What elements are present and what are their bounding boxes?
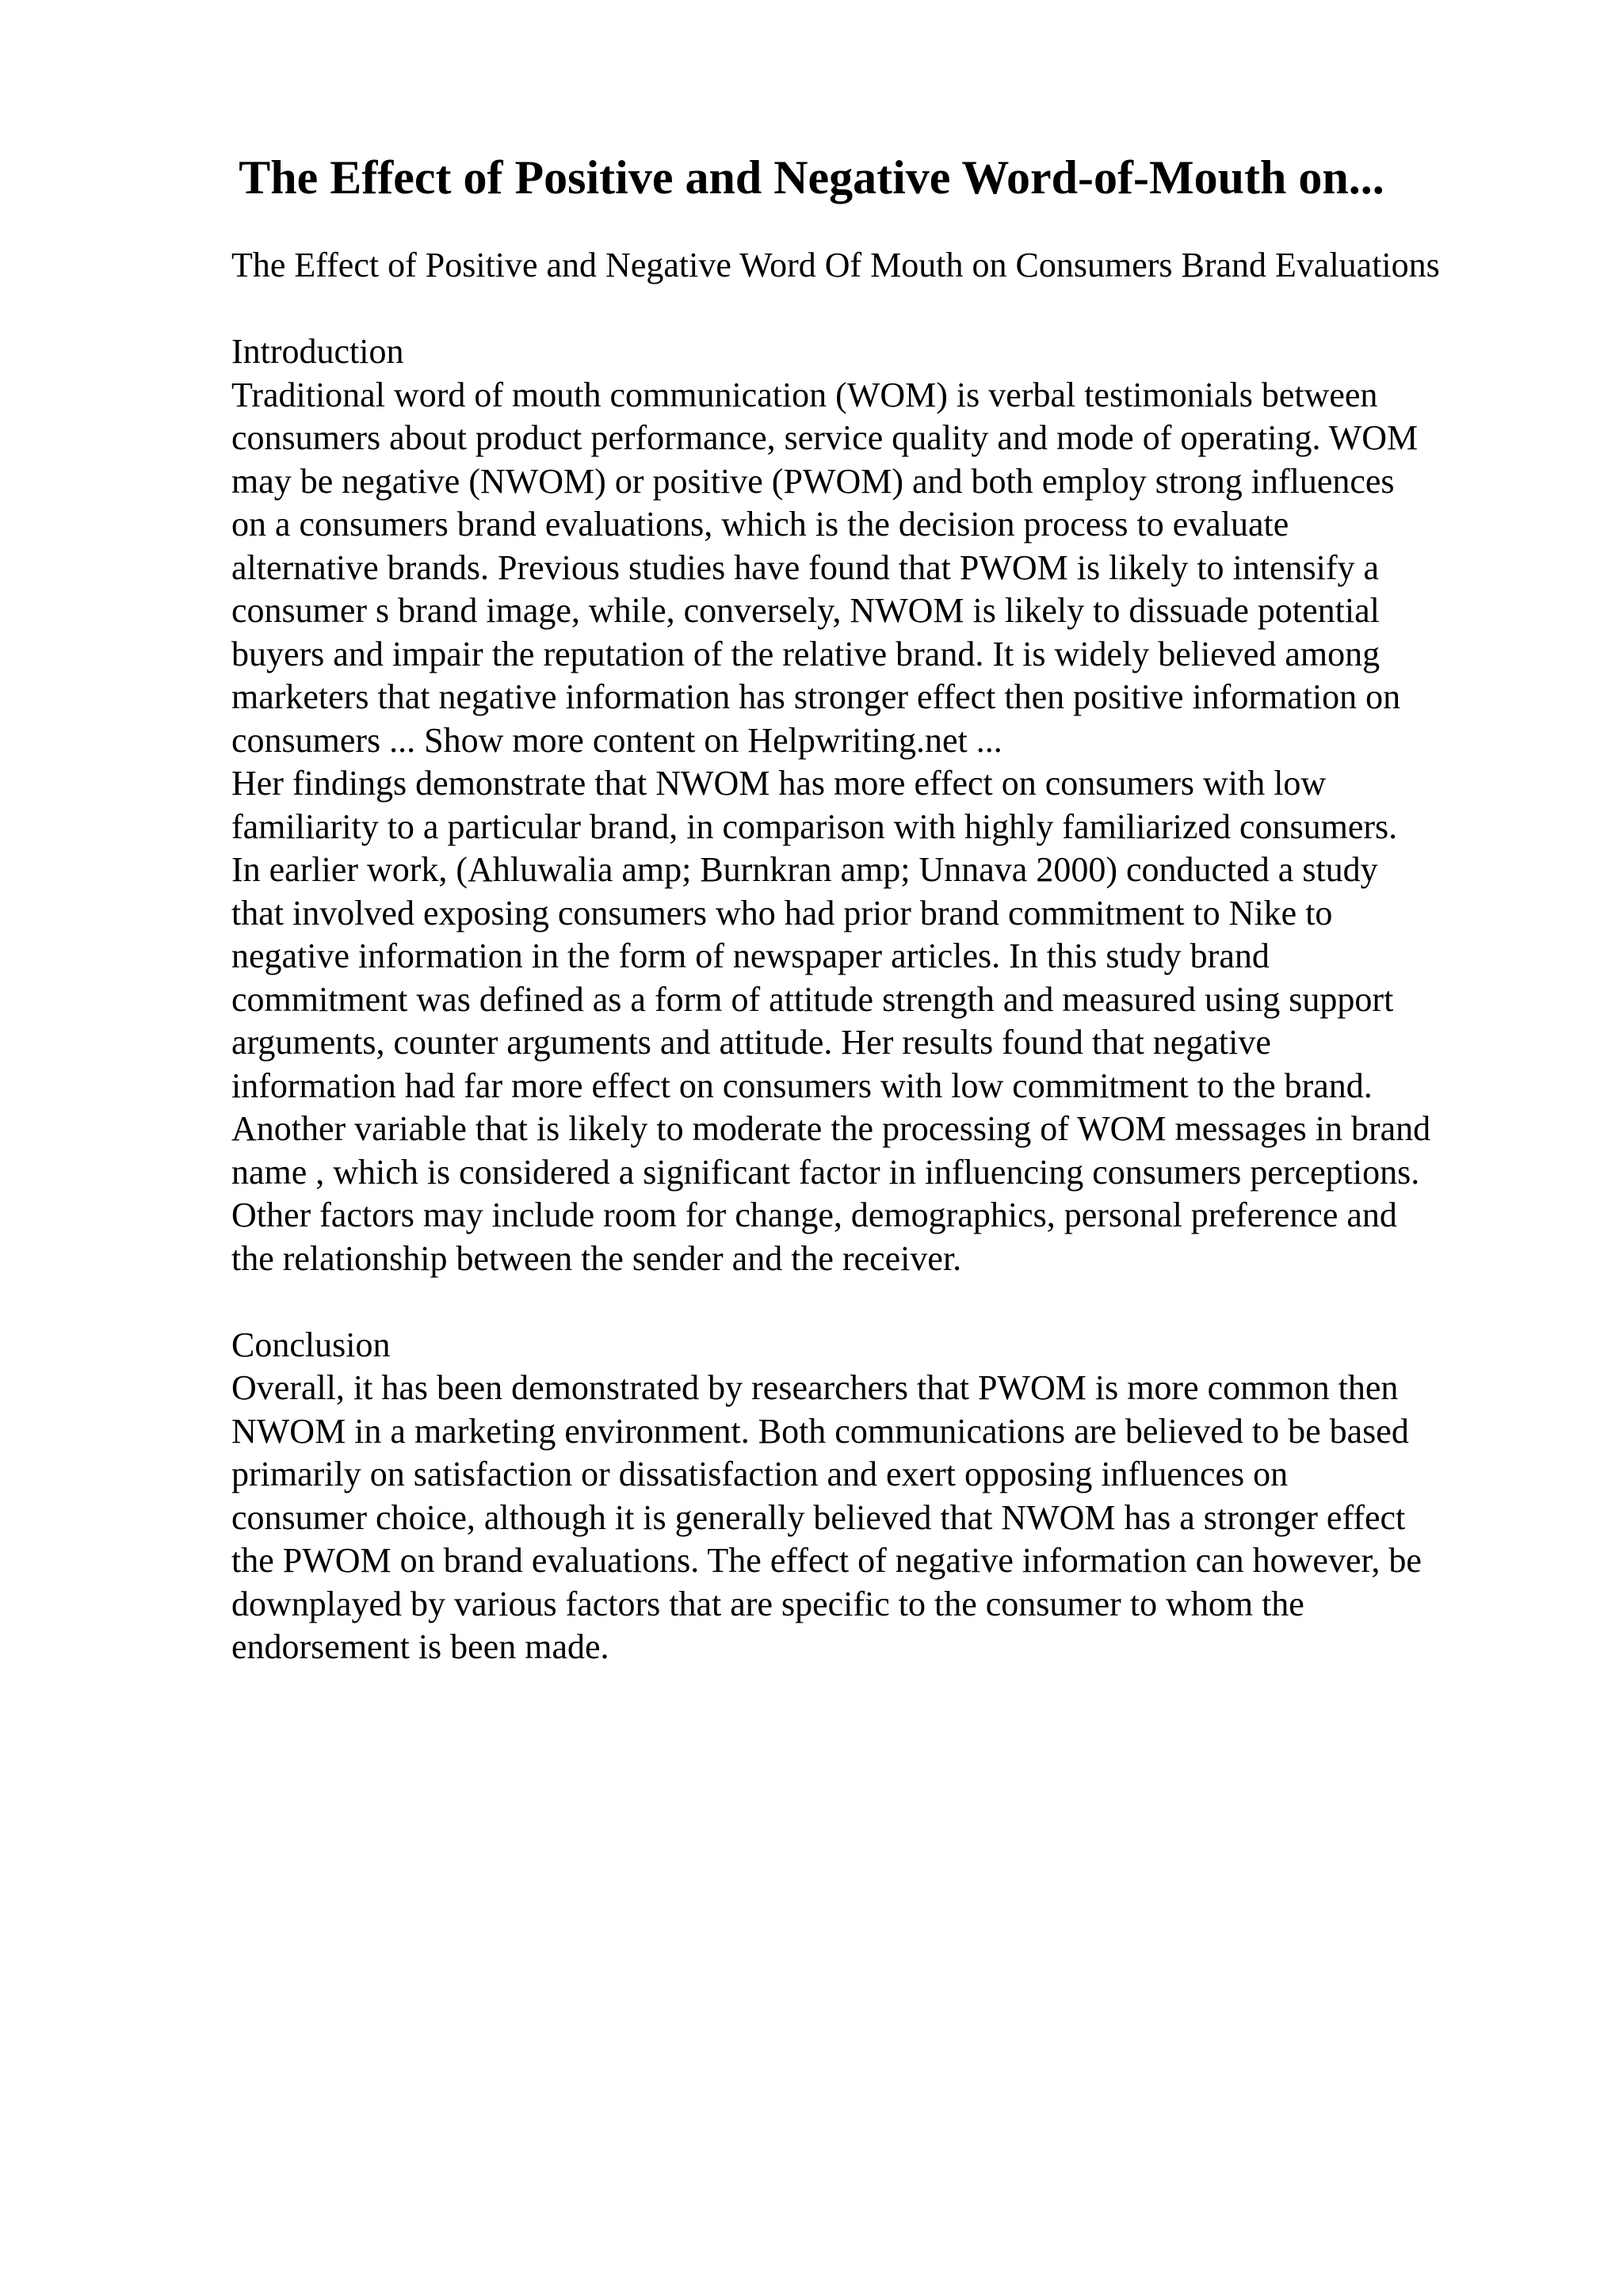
text-line: alternative brands. Previous studies have found that PWOM is likely to intensify a (231, 547, 1380, 587)
text-line: information had far more effect on consumers with low commitment to the brand. (231, 1066, 1373, 1105)
text-line: Other factors may include room for change, demographics, personal preference and (231, 1196, 1397, 1234)
text-line: consumers about product performance, service quality and mode of operating. WOM (231, 418, 1419, 457)
text-line: In earlier work, (Ahluwalia amp; Burnkran amp; Unnava 2000) conducted a study (231, 850, 1378, 889)
text-line: commitment was defined as a form of attitude strength and measured using support (231, 979, 1394, 1019)
text-line: marketers that negative information has stronger effect then positive information on (231, 677, 1401, 716)
text-line: downplayed by various factors that are specific to the consumer to whom the (231, 1584, 1304, 1623)
introduction-heading: Introduction (231, 332, 404, 371)
text-line: endorsement is been made. (231, 1627, 609, 1666)
text-line: buyers and impair the reputation of the relative brand. It is widely believed among (231, 634, 1381, 673)
text-line: consumer choice, although it is generally believed that NWOM has a stronger effect (231, 1497, 1406, 1537)
text-line: Her findings demonstrate that NWOM has more effect on consumers with low (231, 764, 1327, 803)
document-subtitle: The Effect of Positive and Negative Word Of Mouth on Consumers Brand Evaluations (231, 246, 1440, 284)
introduction-text (231, 374, 1594, 1281)
document-title: The Effect of Positive and Negative Word-of-Mouth on... (239, 151, 1384, 204)
text-line: the PWOM on brand evaluations. The effect of negative information can however, be (231, 1541, 1422, 1580)
text-line: negative information in the form of newspaper articles. In this study brand (231, 936, 1270, 975)
paragraph-spacer (231, 288, 1594, 331)
text-line: Another variable that is likely to moderate the processing of WOM messages in brand (231, 1109, 1431, 1148)
text-line: primarily on satisfaction or dissatisfaction and exert opposing influences on (231, 1455, 1289, 1493)
document-body (231, 244, 1594, 1669)
text-line: consumers ... Show more content on Helpwriting.net ... (231, 720, 1002, 760)
conclusion-text (231, 1367, 1594, 1669)
text-line: that involved exposing consumers who had prior brand commitment to Nike to (231, 893, 1333, 933)
text-line: Overall, it has been demonstrated by researchers that PWOM is more common then (231, 1368, 1399, 1407)
text-line: consumer s brand image, while, conversely, NWOM is likely to dissuade potential (231, 591, 1380, 630)
paragraph-spacer (231, 1280, 1594, 1324)
text-line: may be negative (NWOM) or positive (PWOM) and both employ strong influences (231, 461, 1395, 501)
text-line: the relationship between the sender and the receiver. (231, 1238, 962, 1278)
text-line: on a consumers brand evaluations, which is the decision process to evaluate (231, 505, 1289, 543)
conclusion-heading: Conclusion (231, 1325, 391, 1364)
text-line: NWOM in a marketing environment. Both communications are believed to be based (231, 1411, 1409, 1451)
text-line: familiarity to a particular brand, in comparison with highly familiarized consumers. (231, 807, 1398, 846)
text-line: name , which is considered a significant factor in influencing consumers perceptions. (231, 1152, 1420, 1192)
text-line: arguments, counter arguments and attitude. Her results found that negative (231, 1023, 1271, 1062)
text-line: Traditional word of mouth communication (WOM) is verbal testimonials between (231, 375, 1378, 414)
